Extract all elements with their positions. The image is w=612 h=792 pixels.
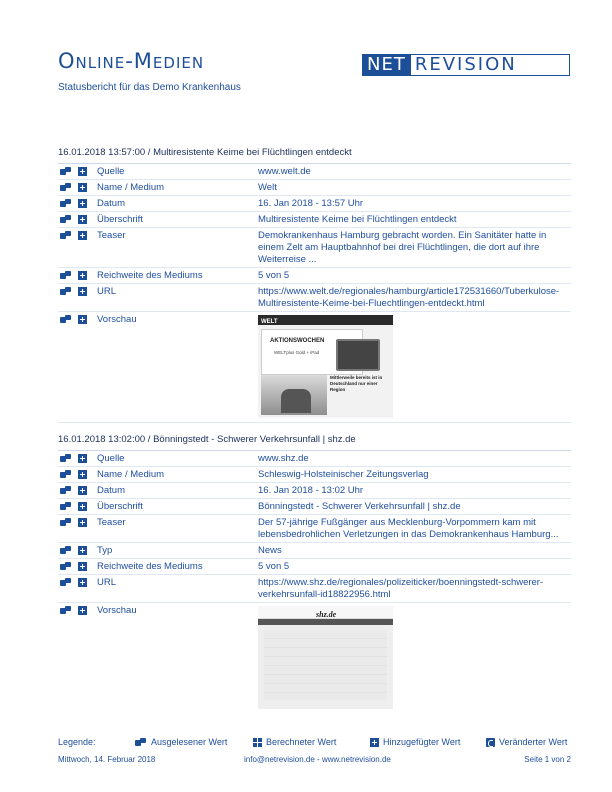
read-value-icon[interactable]	[60, 231, 72, 240]
logo-revision: REVISION	[411, 54, 570, 76]
row-label: Vorschau	[97, 605, 137, 616]
row-label: Name / Medium	[97, 182, 165, 193]
row-label: Datum	[97, 485, 125, 496]
preview-promo-sub: WELTplus Gold + iPad	[274, 350, 320, 355]
read-value-icon[interactable]	[60, 562, 72, 571]
row-medium	[58, 467, 571, 483]
preview-article-text: Mittlerweile bereits ist in Deutschland nur einer Region	[330, 375, 383, 392]
add-icon[interactable]	[78, 167, 87, 176]
row-ueberschrift	[58, 499, 571, 515]
row-label: Teaser	[97, 517, 126, 528]
read-value-icon[interactable]	[60, 606, 72, 615]
row-value: 5 von 5	[258, 561, 290, 572]
row-label: Quelle	[97, 453, 125, 464]
footer-date: Mittwoch, 14. Februar 2018	[58, 755, 156, 764]
row-reichweite	[58, 559, 571, 575]
read-value-icon[interactable]	[60, 546, 72, 555]
add-icon[interactable]	[78, 287, 87, 296]
legend-item: Ausgelesener Wert	[151, 737, 228, 747]
row-label: Quelle	[97, 166, 125, 177]
read-value-icon[interactable]	[60, 199, 72, 208]
report-subtitle: Statusbericht für das Demo Krankenhaus	[58, 82, 241, 93]
row-label: URL	[97, 577, 117, 588]
read-value-icon[interactable]	[60, 287, 72, 296]
preview-thumbnail[interactable]	[258, 606, 393, 709]
calculated-value-icon	[253, 738, 262, 747]
add-icon[interactable]	[78, 578, 87, 587]
add-icon[interactable]	[78, 518, 87, 527]
read-value-icon[interactable]	[60, 454, 72, 463]
row-label: Vorschau	[97, 314, 137, 325]
row-label: Teaser	[97, 230, 126, 241]
entry-2	[58, 434, 571, 710]
row-label: Überschrift	[97, 214, 143, 225]
row-value: Der 57-jährige Fußgänger aus Mecklenburg-Vorpommern kam mit lebensbedrohlichen Verletzungen in das Demokrankenhaus Hamburg...	[258, 517, 559, 540]
read-value-icon[interactable]	[60, 470, 72, 479]
preview-promo-title: AKTIONSWOCHEN	[270, 338, 325, 344]
read-value-icon[interactable]	[60, 502, 72, 511]
row-label: Reichweite des Mediums	[97, 270, 203, 281]
row-value[interactable]: www.welt.de	[258, 166, 311, 177]
legend-item: Hinzugefügter Wert	[383, 737, 461, 747]
row-value: Schleswig-Holsteinischer Zeitungsverlag	[258, 469, 429, 480]
legend-label: Legende:	[58, 737, 96, 747]
row-url	[58, 575, 571, 603]
row-value[interactable]: www.shz.de	[258, 453, 309, 464]
row-value: Bönningstedt - Schwerer Verkehrsunfall | shz.de	[258, 501, 461, 512]
row-value: 5 von 5	[258, 270, 290, 281]
row-value: Multiresistente Keime bei Flüchtlingen entdeckt	[258, 214, 457, 225]
preview-tablet-image	[336, 339, 380, 371]
read-value-icon[interactable]	[60, 167, 72, 176]
add-icon[interactable]	[78, 315, 87, 324]
entry-heading: 16.01.2018 13:02:00 / Bönningstedt - Schwerer Verkehrsunfall | shz.de	[58, 434, 571, 451]
row-label: Überschrift	[97, 501, 143, 512]
row-teaser	[58, 515, 571, 543]
changed-value-icon	[486, 738, 495, 747]
add-icon	[370, 738, 379, 747]
legend-item: Veränderter Wert	[499, 737, 568, 747]
add-icon[interactable]	[78, 470, 87, 479]
page-number: Seite 1 von 2	[524, 755, 571, 764]
read-value-icon	[135, 738, 147, 747]
legend-item: Berechneter Wert	[266, 737, 337, 747]
row-reichweite	[58, 268, 571, 284]
add-icon[interactable]	[78, 215, 87, 224]
legend	[58, 737, 571, 750]
add-icon[interactable]	[78, 271, 87, 280]
row-value: Welt	[258, 182, 277, 193]
read-value-icon[interactable]	[60, 215, 72, 224]
read-value-icon[interactable]	[60, 315, 72, 324]
add-icon[interactable]	[78, 502, 87, 511]
add-icon[interactable]	[78, 606, 87, 615]
row-typ	[58, 543, 571, 559]
row-label: Reichweite des Mediums	[97, 561, 203, 572]
row-label: Name / Medium	[97, 469, 165, 480]
add-icon[interactable]	[78, 454, 87, 463]
preview-thumbnail[interactable]	[258, 315, 393, 418]
row-quelle	[58, 451, 571, 467]
row-url	[58, 284, 571, 312]
row-vorschau	[58, 312, 571, 423]
row-quelle	[58, 164, 571, 180]
footer	[58, 755, 571, 764]
row-datum	[58, 483, 571, 499]
preview-brand: shz.de	[316, 610, 337, 619]
logo-net: NET	[362, 54, 411, 76]
url-link[interactable]: https://www.shz.de/regionales/polizeiticker/boenningstedt-schwerer-verkehrsunfall-id18822956.html	[258, 577, 544, 600]
read-value-icon[interactable]	[60, 271, 72, 280]
row-label: Typ	[97, 545, 113, 556]
row-datum	[58, 196, 571, 212]
read-value-icon[interactable]	[60, 518, 72, 527]
row-label: Datum	[97, 198, 125, 209]
row-value: 16. Jan 2018 - 13:57 Uhr	[258, 198, 364, 209]
preview-photo	[261, 375, 327, 415]
row-ueberschrift	[58, 212, 571, 228]
report-title: Online-Medien	[58, 49, 205, 73]
add-icon[interactable]	[78, 562, 87, 571]
url-link[interactable]: https://www.welt.de/regionales/hamburg/article172531660/Tuberkulose-Multiresistente-Keime-bei-Fluechtlingen-entdeckt.html	[258, 286, 560, 309]
read-value-icon[interactable]	[60, 578, 72, 587]
preview-page-body	[264, 630, 387, 700]
add-icon[interactable]	[78, 546, 87, 555]
read-value-icon[interactable]	[60, 183, 72, 192]
row-value: 16. Jan 2018 - 13:02 Uhr	[258, 485, 364, 496]
row-value: Demokrankenhaus Hamburg gebracht worden. Ein Sanitäter hatte in einem Zelt am Hauptbahnhof bei drei Flüchtlingen, die dort auf ihre Weiterreise ...	[258, 230, 547, 265]
row-teaser	[58, 228, 571, 268]
add-icon[interactable]	[78, 199, 87, 208]
entry-1	[58, 147, 571, 423]
add-icon[interactable]	[78, 183, 87, 192]
row-value: News	[258, 545, 282, 556]
netrevision-logo	[362, 54, 570, 76]
add-icon[interactable]	[78, 486, 87, 495]
footer-contact[interactable]: info@netrevision.de - www.netrevision.de	[244, 755, 391, 764]
add-icon[interactable]	[78, 231, 87, 240]
row-vorschau	[58, 603, 571, 710]
preview-bar-text: WELT	[261, 319, 278, 325]
row-medium	[58, 180, 571, 196]
entry-heading: 16.01.2018 13:57:00 / Multiresistente Keime bei Flüchtlingen entdeckt	[58, 147, 571, 164]
row-label: URL	[97, 286, 117, 297]
read-value-icon[interactable]	[60, 486, 72, 495]
